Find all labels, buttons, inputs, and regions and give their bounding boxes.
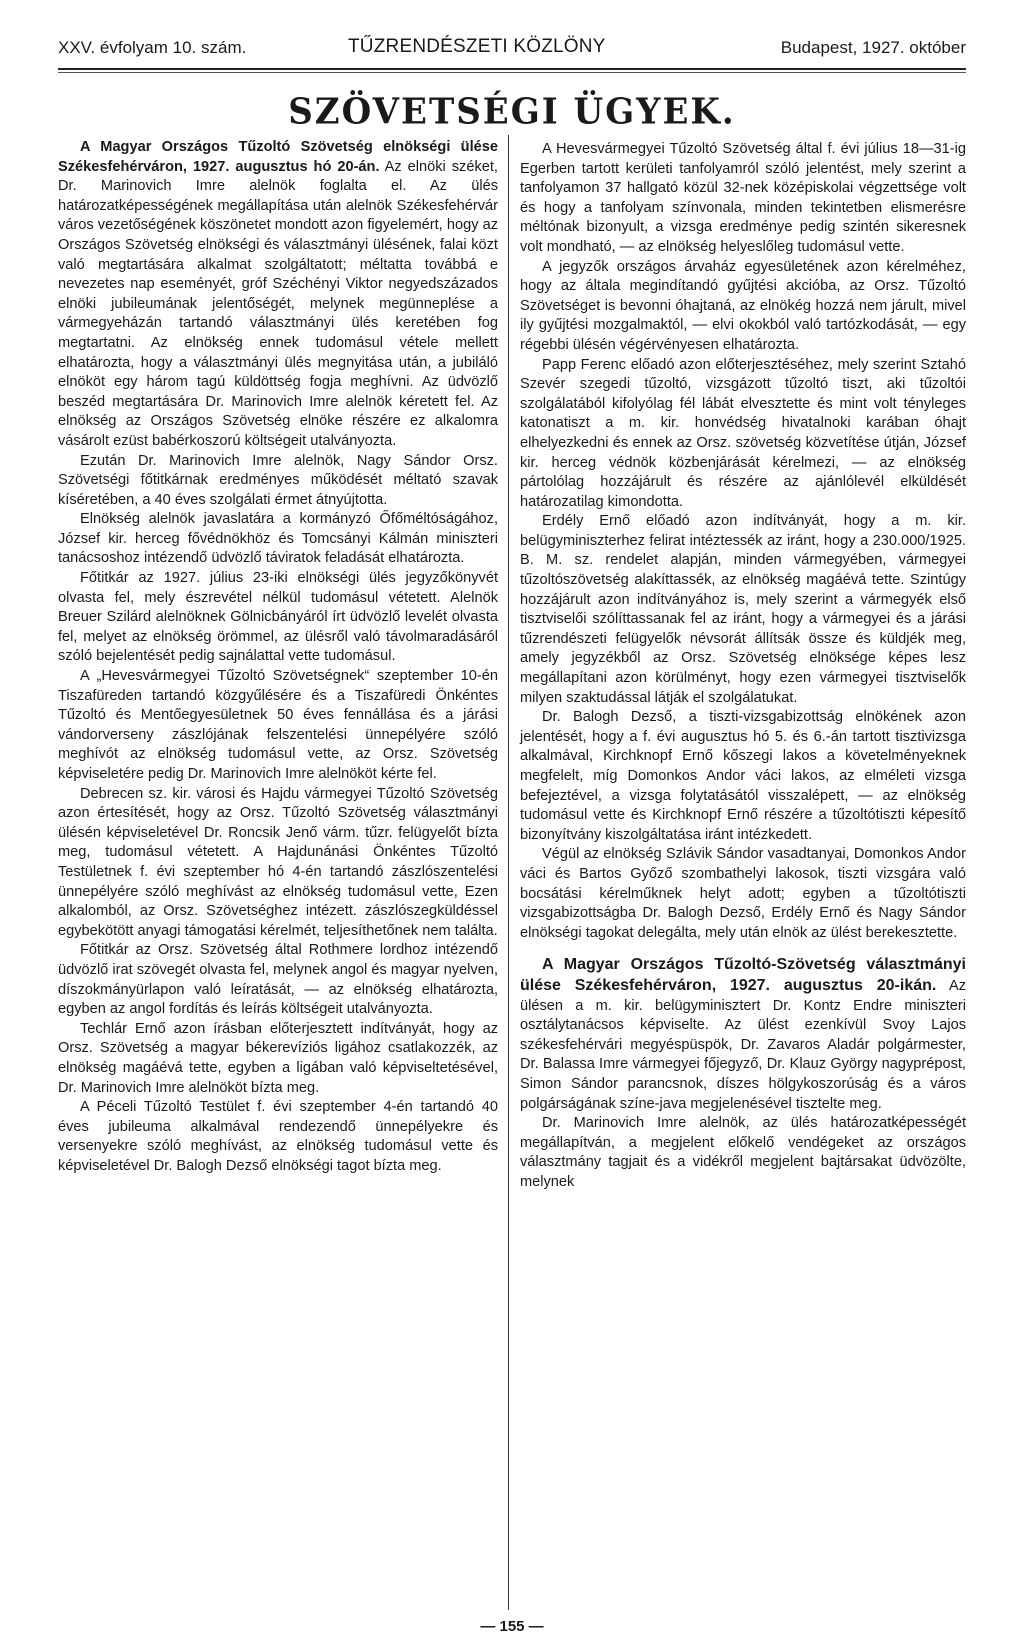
paragraph: Végül az elnökség Szlávik Sándor vasadtanyai, Domonkos Andor váci és Bartos Győző szombathelyi lakosok, tiszti vizsgára való bocsátási kérelműknek helyt adott; egyben a tűzoltótiszti vizsgabizottságba Dr. Balogh Dezső, Erdély Ernő és Nagy Sándor elnökségi tagokat delegálta, mely után elnök az ülést berekesztette. <box>520 846 966 941</box>
paragraph: A Hevesvármegyei Tűzoltó Szövetség által f. évi július 18—31-ig Egerben tartott kerületi tanfolyamról szóló jelentést, mely szerint a tanfolyamon 37 hallgató közül 32-nek középiskolai végzettsége volt és hogy a tanfolyam színvonala, minden tekintetben elismerésre méltónak bizonyult, a vizsga eredménye pedig szintén sikeresnek volt mondható, — az elnökség helyeslőleg tudomásul vette. <box>520 141 966 255</box>
paragraph: A jegyzők országos árvaház egyesületének azon kérelméhez, hogy az általa megindítandó gyűjtési akcióba, az Orsz. Tűzoltó Szövetséget is bevonni óhajtaná, az elnökég hozzá nem járult, mivel ily gyűjtési mozgalmaktól, — elvi okokból való tartózkodását, — egy régebbi ülésén végérvényesen elhatározta. <box>520 258 966 353</box>
paragraph: Főtitkár az 1927. július 23-iki elnökségi ülés jegyzőkönyvét olvasta fel, mely észrevétel nélkül tudomásul vétetett. Alelnök Breuer Szilárd alelnöknek Gölnicbányáról írt üdvözlő levelét olvasta fel, melyet az elnökség örömmel, az ülésről való távolmaradásáról szóló bejelentését pedig sajnálattal vette tudomásul. <box>58 570 498 665</box>
place-date: Budapest, 1927. október <box>780 38 966 57</box>
paragraph: Elnökség alelnök javaslatára a kormányzó Őfőméltóságához, József kir. herceg fővédnökhöz és Tomcsányi Kálmán miniszteri tanácsoshoz intézendő üdvözlő táviratok feladását elhatározta. <box>58 511 498 567</box>
paragraph: Dr. Balogh Dezső, a tiszti-vizsgabizottság elnökének azon jelentését, hogy a f. évi augusztus hó 5. és 6.-án tartott tisztivizsga alkalmával, Kirchknopf Ernő kőszegi lakos a követelményeknek megfelelt, míg Domonkos Andor váci lakos, az elméleti vizsga befejeztével, a vizsga folytatásától visszalépett, — az elnökség tudomásul vette és Kirchknopf Ernő részére a tűzoltótiszti képesítő bizonyítvány kiszolgáltatása iránt intézkedett. <box>520 709 966 843</box>
paragraph <box>520 955 966 1114</box>
left-column <box>58 138 498 1176</box>
issue-label: XXV. évfolyam 10. szám. <box>58 38 247 57</box>
right-column <box>520 140 966 1192</box>
paragraph: A „Hevesvármegyei Tűzoltó Szövetségnek“ szeptember 10-én Tiszafüreden tartandó közgyűlésére és a Tiszafüredi Önkéntes Tűzoltó és Mentőegyesületnek 50 éves fennállása és a járási vándorverseny zászlójának felszentelési ünnepélyére szóló meghívót az elnökség tudomásul vette, az Orsz. Szövetség képviseletére pedig Dr. Marinovich Imre alelnököt kérte fel. <box>58 668 498 782</box>
article-heading: A Magyar Országos Tűzoltó Szövetség elnökségi ülése Székesfehérváron, 1927. augusztus hó 20-án. <box>58 139 498 175</box>
column-divider <box>508 135 509 1610</box>
article-lead: Az elnöki széket, Dr. Marinovich Imre alelnök foglalta el. Az ülés határozatképességének megállapítása után alelnök Székesfehérvár város vezetőségének köszönetet mondott azon figyelemért, hogy az Országos Szövetség elnökségi és választmányi ülésének, falai közt való megtartására alkalmat szolgáltatott; méltatta továbbá e nevezetes nap eseményét, gróf Széchényi Viktor negyedszázados elnöki jubileumának jelentőségét, melynek megünneplése a vármegyeházán tartandó választmányi ülés keretében fog megtartatni. Az elnökség ennek tudomásul vétele mellett elhatározta, hogy a választmányi ülés megnyitása után, a jubiláló elnököt egy három tagú küldöttség fogja meghívni. Az üdvözlő beszéd megtartására Dr. Marinovich Imre alelnök kéretett fel. Az elnökség az Országos Szövetség elnöke részére ez alkalomra vásárolt ezüst babérkoszorú költségeit utalványozta. <box>58 158 498 449</box>
paragraph: Ezután Dr. Marinovich Imre alelnök, Nagy Sándor Orsz. Szövetségi főtitkárnak eredményes működését méltató szavak kíséretében, a 40 éves szolgálati érmet átnyújtotta. <box>58 452 498 508</box>
paragraph: A Péceli Tűzoltó Testület f. évi szeptember 4-én tartandó 40 éves jubileuma alkalmával rendezendő ünnepélyekre és versenyekre szóló meghívást, az elnökség tudomásul vette és képviseletével Dr. Balogh Dezső elnökségi tagot bízta meg. <box>58 1099 498 1174</box>
paragraph: Főtitkár az Orsz. Szövetség által Rothmere lordhoz intézendő üdvözlő irat szövegét olvasta fel, melynek angol és magyar nyelven, díszokmányürlapon való leíratását, — az elnökség elhatározta, egyben az angol fordítás és leírás költségeit utalványozta. <box>58 942 498 1018</box>
section-title: SZÖVETSÉGI ÜGYEK. <box>288 91 736 133</box>
paragraph <box>58 138 498 452</box>
paragraph: Dr. Marinovich Imre alelnök, az ülés határozatképességét megállapítván, a megjelent előkelő vendégeket az országos választmány tagjait és a vidékről megjelent bajtársakat üdvözölte, melynek <box>520 1115 966 1190</box>
running-header <box>58 36 966 64</box>
paragraph: Erdély Ernő előadó azon indítványát, hogy a m. kir. belügyminiszterhez felirat intéztessék az iránt, hogy a 230.000/1925. B. M. sz. rendelet alapján, minden vármegyében, vármegyei tűzoltószövetség alakíttassék, az elnökség magáévá tette. Szintúgy hozzájárult azon indítványához is, mely szerint a vármegyék első tisztviselői szólíttassanak fel az iránt, hogy a vármegyei és a járási tűzrendészeti felügyelők névsorát állítsák össze és küldjék meg, amely jegyzékből az Orsz. Szövetség elnöksége képes lesz megállapítani azon körülményt, hogy ezen vármegyei tisztviselők milyen szaktudással látják el szolgálatukat. <box>520 513 966 706</box>
paragraph: Techlár Ernő azon írásban előterjesztett indítványát, hogy az Orsz. Szövetség a magyar békerevíziós ligához csatlakozzék, az elnökség magáévá tette, egyben a ligában való képviseltetésével, Dr. Marinovich Imre alelnököt bízta meg. <box>58 1020 498 1096</box>
paragraph: Papp Ferenc előadó azon előterjesztéséhez, mely szerint Sztahó Szevér szegedi tűzoltó, vizsgázott tűzoltó tiszt, aki tűzoltói szolgálatából kifolyólag fél lábát elvesztette és mint volt tényleges katonatiszt a m. kir. honvédség hivatalnoki karában óhajt elhelyezkedni és ennek az Orsz. szövetség közvetítése útján, József kir. herceg védnök közbenjárását kérelmezi, — az elnökség pártolólag hozzájárult és részére az ajánlólevél elküldését határozatilag kimondotta. <box>520 356 966 510</box>
article-heading: A Magyar Országos Tűzoltó-Szövetség választmányi ülése Székesfehérváron, 1927. augusztus 20-ikán. <box>520 956 966 994</box>
article-lead: Az ülésen a m. kir. belügyminisztert Dr. Kontz Endre miniszteri osztálytanácsos képviselte. Az ülést ezenkívül Svoy Lajos székesfehérvári megyéspüspök, Dr. Zavaros Aladár polgármester, Dr. Balassa Imre vármegyei főjegyző, Dr. Klauz György nagyprépost, Simon Sándor parancsnok, díszes hölgykoszorúság és a város polgárságának színe-java megjelenésével tisztelte meg. <box>520 977 966 1112</box>
header-rule-thin <box>58 72 966 73</box>
journal-title: TŰZRENDÉSZETI KÖZLÖNY <box>348 36 606 57</box>
page-number: — 155 — <box>480 1618 544 1635</box>
paragraph: Debrecen sz. kir. városi és Hajdu vármegyei Tűzoltó Szövetség azon értesítését, hogy az Orsz. Tűzoltó Szövetség választmányi ülésén képviseletével Dr. Roncsik Jenő várm. tűzr. felügyelőt bízta meg, tudomásul vétetett. A Hajdunánási Önkéntes Tűzoltó Testületnek f. évi szeptember hó 4-én tartandó zászlószentelési ünnepélyére szóló meghívást az elnökség tudomásul vette, Ezen alkalomból, az Orsz. Szövetséghez intézett. zászlószegküldéssel egybekötött anyagi támogatási kérelmét, teljesíthetőnek nem találta. <box>58 785 498 939</box>
header-rule <box>58 68 966 70</box>
